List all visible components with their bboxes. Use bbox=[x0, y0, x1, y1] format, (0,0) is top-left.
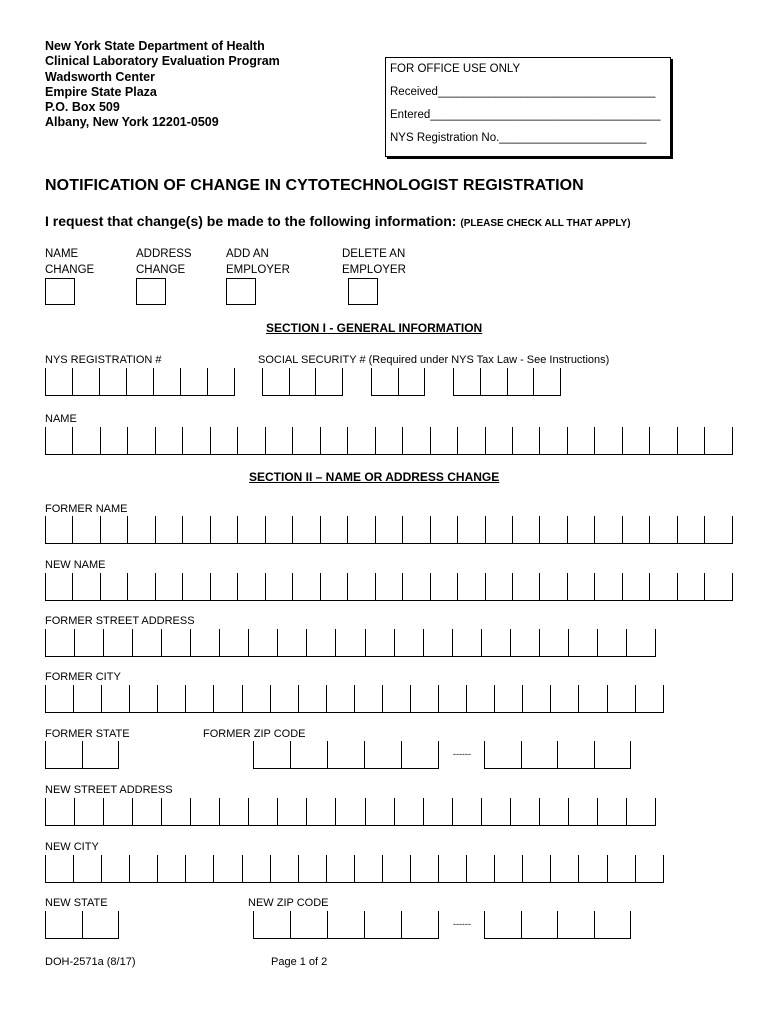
new-name-input[interactable] bbox=[45, 573, 733, 601]
agency-line: New York State Department of Health bbox=[45, 39, 265, 53]
character-cell[interactable] bbox=[540, 573, 567, 600]
new-city-input[interactable] bbox=[45, 855, 664, 883]
character-cell[interactable] bbox=[623, 516, 650, 543]
character-cell[interactable] bbox=[678, 427, 705, 454]
form-id: DOH-2571a (8/17) bbox=[45, 956, 136, 968]
character-cell[interactable] bbox=[623, 573, 650, 600]
character-cell[interactable] bbox=[73, 368, 100, 395]
character-cell[interactable] bbox=[678, 516, 705, 543]
character-cell[interactable] bbox=[183, 427, 210, 454]
character-cell[interactable] bbox=[431, 516, 458, 543]
character-cell[interactable] bbox=[403, 516, 430, 543]
character-cell[interactable] bbox=[183, 573, 210, 600]
delete-employer-checkbox[interactable] bbox=[348, 278, 378, 305]
character-cell[interactable] bbox=[133, 798, 162, 825]
character-cell[interactable] bbox=[243, 855, 271, 882]
character-cell[interactable] bbox=[598, 629, 627, 656]
character-cell[interactable] bbox=[162, 798, 191, 825]
character-cell[interactable] bbox=[376, 427, 403, 454]
former-city-label: FORMER CITY bbox=[45, 671, 121, 683]
section-2-title: SECTION II – NAME OR ADDRESS CHANGE bbox=[249, 470, 500, 484]
character-cell[interactable] bbox=[705, 573, 732, 600]
character-cell[interactable] bbox=[183, 516, 210, 543]
character-cell[interactable] bbox=[328, 911, 365, 938]
character-cell[interactable] bbox=[402, 911, 439, 938]
character-cell[interactable] bbox=[558, 741, 595, 768]
character-cell[interactable] bbox=[208, 368, 235, 395]
character-cell[interactable] bbox=[100, 368, 127, 395]
former-street-label: FORMER STREET ADDRESS bbox=[45, 615, 195, 627]
character-cell[interactable] bbox=[299, 685, 327, 712]
new-state-label: NEW STATE bbox=[45, 897, 108, 909]
character-cell[interactable] bbox=[266, 516, 293, 543]
character-cell[interactable] bbox=[46, 629, 75, 656]
character-cell[interactable] bbox=[523, 685, 551, 712]
character-cell[interactable] bbox=[650, 516, 677, 543]
character-cell[interactable] bbox=[101, 516, 128, 543]
former-city-input[interactable] bbox=[45, 685, 664, 713]
former-name-label: FORMER NAME bbox=[45, 503, 128, 515]
character-cell[interactable] bbox=[513, 427, 540, 454]
character-cell[interactable] bbox=[46, 855, 74, 882]
character-cell[interactable] bbox=[511, 629, 540, 656]
new-street-label: NEW STREET ADDRESS bbox=[45, 784, 173, 796]
character-cell[interactable] bbox=[540, 798, 569, 825]
character-cell[interactable] bbox=[154, 368, 181, 395]
character-cell[interactable] bbox=[540, 516, 567, 543]
character-cell[interactable] bbox=[128, 573, 155, 600]
character-cell[interactable] bbox=[238, 516, 265, 543]
character-cell[interactable] bbox=[365, 741, 402, 768]
option-label-line: NAME bbox=[45, 248, 79, 260]
character-cell[interactable] bbox=[181, 368, 208, 395]
character-cell[interactable] bbox=[650, 573, 677, 600]
character-cell[interactable] bbox=[46, 798, 75, 825]
character-cell[interactable] bbox=[254, 911, 291, 938]
character-cell[interactable] bbox=[336, 629, 365, 656]
character-cell[interactable] bbox=[495, 855, 523, 882]
office-use-title: FOR OFFICE USE ONLY bbox=[390, 63, 521, 75]
former-state-label: FORMER STATE bbox=[45, 728, 130, 740]
character-cell[interactable] bbox=[278, 798, 307, 825]
character-cell[interactable] bbox=[266, 427, 293, 454]
character-cell[interactable] bbox=[130, 855, 158, 882]
character-cell[interactable] bbox=[424, 798, 453, 825]
character-cell[interactable] bbox=[220, 629, 249, 656]
name-label: NAME bbox=[45, 413, 77, 425]
character-cell[interactable] bbox=[623, 427, 650, 454]
name-input[interactable] bbox=[45, 427, 733, 455]
character-cell[interactable] bbox=[366, 798, 395, 825]
agency-line: P.O. Box 509 bbox=[45, 100, 120, 115]
character-cell[interactable] bbox=[348, 573, 375, 600]
character-cell[interactable] bbox=[73, 427, 100, 454]
former-state-input[interactable] bbox=[45, 741, 119, 769]
ssn-input-part-1[interactable] bbox=[262, 368, 343, 396]
character-cell[interactable] bbox=[83, 911, 120, 938]
character-cell[interactable] bbox=[376, 516, 403, 543]
character-cell[interactable] bbox=[307, 798, 336, 825]
request-text: I request that change(s) be made to the following information: bbox=[45, 213, 457, 229]
character-cell[interactable] bbox=[328, 741, 365, 768]
character-cell[interactable] bbox=[74, 685, 102, 712]
nys-registration-input[interactable] bbox=[45, 368, 235, 396]
character-cell[interactable] bbox=[486, 427, 513, 454]
character-cell[interactable] bbox=[431, 427, 458, 454]
new-zip-input-part-2[interactable] bbox=[484, 911, 631, 939]
character-cell[interactable] bbox=[486, 516, 513, 543]
character-cell[interactable] bbox=[376, 573, 403, 600]
character-cell[interactable] bbox=[278, 629, 307, 656]
character-cell[interactable] bbox=[513, 516, 540, 543]
character-cell[interactable] bbox=[348, 516, 375, 543]
character-cell[interactable] bbox=[102, 685, 130, 712]
character-cell[interactable] bbox=[705, 427, 732, 454]
character-cell[interactable] bbox=[186, 855, 214, 882]
request-note: (PLEASE CHECK ALL THAT APPLY) bbox=[460, 218, 631, 229]
character-cell[interactable] bbox=[75, 629, 104, 656]
character-cell[interactable] bbox=[411, 685, 439, 712]
character-cell[interactable] bbox=[73, 573, 100, 600]
nys-registration-label: NYS REGISTRATION # bbox=[45, 354, 162, 366]
character-cell[interactable] bbox=[186, 685, 214, 712]
character-cell[interactable] bbox=[383, 855, 411, 882]
character-cell[interactable] bbox=[46, 573, 73, 600]
character-cell[interactable] bbox=[399, 368, 426, 395]
former-zip-input-part-2[interactable] bbox=[484, 741, 631, 769]
option-label-line: EMPLOYER bbox=[342, 263, 406, 276]
character-cell[interactable] bbox=[595, 911, 632, 938]
form-title: NOTIFICATION OF CHANGE IN CYTOTECHNOLOGIST REGISTRATION bbox=[45, 177, 584, 194]
character-cell[interactable] bbox=[348, 427, 375, 454]
character-cell[interactable] bbox=[372, 368, 399, 395]
character-cell[interactable] bbox=[627, 798, 656, 825]
character-cell[interactable] bbox=[266, 573, 293, 600]
character-cell[interactable] bbox=[156, 516, 183, 543]
character-cell[interactable] bbox=[424, 629, 453, 656]
character-cell[interactable] bbox=[636, 685, 664, 712]
option-label-line: ADD AN bbox=[226, 248, 269, 260]
character-cell[interactable] bbox=[214, 855, 242, 882]
character-cell[interactable] bbox=[128, 516, 155, 543]
character-cell[interactable] bbox=[403, 573, 430, 600]
character-cell[interactable] bbox=[211, 427, 238, 454]
character-cell[interactable] bbox=[355, 685, 383, 712]
character-cell[interactable] bbox=[254, 741, 291, 768]
ssn-input-part-2[interactable] bbox=[371, 368, 425, 396]
office-use-box bbox=[385, 57, 671, 157]
name-change-checkbox[interactable] bbox=[45, 278, 75, 305]
character-cell[interactable] bbox=[551, 855, 579, 882]
character-cell[interactable] bbox=[439, 685, 467, 712]
character-cell[interactable] bbox=[191, 629, 220, 656]
new-zip-label: NEW ZIP CODE bbox=[248, 897, 329, 909]
character-cell[interactable] bbox=[481, 368, 508, 395]
character-cell[interactable] bbox=[214, 685, 242, 712]
character-cell[interactable] bbox=[46, 741, 83, 768]
character-cell[interactable] bbox=[104, 629, 133, 656]
character-cell[interactable] bbox=[327, 685, 355, 712]
character-cell[interactable] bbox=[402, 741, 439, 768]
character-cell[interactable] bbox=[327, 855, 355, 882]
option-delete-employer-label bbox=[342, 247, 406, 278]
character-cell[interactable] bbox=[522, 741, 559, 768]
character-cell[interactable] bbox=[336, 798, 365, 825]
character-cell[interactable] bbox=[211, 516, 238, 543]
character-cell[interactable] bbox=[75, 798, 104, 825]
character-cell[interactable] bbox=[486, 573, 513, 600]
ssn-label: SOCIAL SECURITY # (Required under NYS Tax Law - See Instructions) bbox=[258, 354, 610, 366]
character-cell[interactable] bbox=[511, 798, 540, 825]
character-cell[interactable] bbox=[568, 573, 595, 600]
character-cell[interactable] bbox=[263, 368, 290, 395]
character-cell[interactable] bbox=[191, 798, 220, 825]
character-cell[interactable] bbox=[74, 855, 102, 882]
character-cell[interactable] bbox=[307, 629, 336, 656]
option-label-line: CHANGE bbox=[45, 263, 95, 276]
character-cell[interactable] bbox=[220, 798, 249, 825]
new-name-label: NEW NAME bbox=[45, 559, 106, 571]
character-cell[interactable] bbox=[482, 798, 511, 825]
character-cell[interactable] bbox=[130, 685, 158, 712]
character-cell[interactable] bbox=[291, 741, 328, 768]
option-label-line: ADDRESS bbox=[136, 248, 192, 260]
new-state-input[interactable] bbox=[45, 911, 119, 939]
character-cell[interactable] bbox=[595, 573, 622, 600]
character-cell[interactable] bbox=[293, 516, 320, 543]
character-cell[interactable] bbox=[482, 629, 511, 656]
character-cell[interactable] bbox=[101, 427, 128, 454]
character-cell[interactable] bbox=[551, 685, 579, 712]
character-cell[interactable] bbox=[598, 798, 627, 825]
zip-separator: ------ bbox=[453, 919, 471, 929]
character-cell[interactable] bbox=[158, 855, 186, 882]
ssn-input-part-3[interactable] bbox=[453, 368, 561, 396]
agency-line: Empire State Plaza bbox=[45, 84, 157, 99]
agency-address bbox=[45, 39, 280, 131]
character-cell[interactable] bbox=[355, 855, 383, 882]
character-cell[interactable] bbox=[238, 427, 265, 454]
character-cell[interactable] bbox=[485, 911, 522, 938]
character-cell[interactable] bbox=[458, 516, 485, 543]
character-cell[interactable] bbox=[678, 573, 705, 600]
agency-line: Wadsworth Center bbox=[45, 69, 155, 84]
character-cell[interactable] bbox=[271, 685, 299, 712]
address-change-checkbox[interactable] bbox=[136, 278, 166, 305]
received-field[interactable]: Received__________________________________ bbox=[390, 86, 656, 98]
former-zip-input-part-1[interactable] bbox=[253, 741, 439, 769]
character-cell[interactable] bbox=[73, 516, 100, 543]
option-label-line: CHANGE bbox=[136, 263, 186, 276]
character-cell[interactable] bbox=[249, 798, 278, 825]
request-statement bbox=[45, 213, 631, 229]
character-cell[interactable] bbox=[534, 368, 561, 395]
character-cell[interactable] bbox=[467, 685, 495, 712]
character-cell[interactable] bbox=[271, 855, 299, 882]
character-cell[interactable] bbox=[299, 855, 327, 882]
character-cell[interactable] bbox=[485, 741, 522, 768]
character-cell[interactable] bbox=[293, 573, 320, 600]
new-zip-input-part-1[interactable] bbox=[253, 911, 439, 939]
character-cell[interactable] bbox=[366, 629, 395, 656]
character-cell[interactable] bbox=[431, 573, 458, 600]
character-cell[interactable] bbox=[569, 629, 598, 656]
character-cell[interactable] bbox=[321, 573, 348, 600]
former-name-input[interactable] bbox=[45, 516, 733, 544]
character-cell[interactable] bbox=[46, 685, 74, 712]
character-cell[interactable] bbox=[458, 427, 485, 454]
character-cell[interactable] bbox=[508, 368, 535, 395]
character-cell[interactable] bbox=[705, 516, 732, 543]
character-cell[interactable] bbox=[104, 798, 133, 825]
character-cell[interactable] bbox=[540, 427, 567, 454]
character-cell[interactable] bbox=[411, 855, 439, 882]
option-label-line: EMPLOYER bbox=[226, 263, 290, 276]
character-cell[interactable] bbox=[568, 516, 595, 543]
character-cell[interactable] bbox=[467, 855, 495, 882]
registration-no-field[interactable]: NYS Registration No._______________________ bbox=[390, 132, 647, 144]
character-cell[interactable] bbox=[290, 368, 317, 395]
character-cell[interactable] bbox=[595, 741, 632, 768]
character-cell[interactable] bbox=[495, 685, 523, 712]
character-cell[interactable] bbox=[636, 855, 664, 882]
option-address-change-label bbox=[136, 247, 192, 278]
character-cell[interactable] bbox=[316, 368, 343, 395]
character-cell[interactable] bbox=[595, 427, 622, 454]
character-cell[interactable] bbox=[595, 516, 622, 543]
character-cell[interactable] bbox=[238, 573, 265, 600]
character-cell[interactable] bbox=[46, 368, 73, 395]
character-cell[interactable] bbox=[454, 368, 481, 395]
character-cell[interactable] bbox=[627, 629, 656, 656]
character-cell[interactable] bbox=[579, 855, 607, 882]
character-cell[interactable] bbox=[127, 368, 154, 395]
character-cell[interactable] bbox=[513, 573, 540, 600]
character-cell[interactable] bbox=[83, 741, 120, 768]
character-cell[interactable] bbox=[650, 427, 677, 454]
character-cell[interactable] bbox=[608, 855, 636, 882]
character-cell[interactable] bbox=[453, 798, 482, 825]
character-cell[interactable] bbox=[558, 911, 595, 938]
character-cell[interactable] bbox=[458, 573, 485, 600]
character-cell[interactable] bbox=[128, 427, 155, 454]
character-cell[interactable] bbox=[568, 427, 595, 454]
character-cell[interactable] bbox=[156, 427, 183, 454]
character-cell[interactable] bbox=[133, 629, 162, 656]
new-street-input[interactable] bbox=[45, 798, 656, 826]
character-cell[interactable] bbox=[243, 685, 271, 712]
former-street-input[interactable] bbox=[45, 629, 656, 657]
agency-line: Albany, New York 12201-0509 bbox=[45, 115, 219, 130]
character-cell[interactable] bbox=[522, 911, 559, 938]
character-cell[interactable] bbox=[321, 516, 348, 543]
character-cell[interactable] bbox=[403, 427, 430, 454]
character-cell[interactable] bbox=[579, 685, 607, 712]
character-cell[interactable] bbox=[365, 911, 402, 938]
character-cell[interactable] bbox=[46, 911, 83, 938]
character-cell[interactable] bbox=[291, 911, 328, 938]
character-cell[interactable] bbox=[523, 855, 551, 882]
character-cell[interactable] bbox=[608, 685, 636, 712]
page-number: Page 1 of 2 bbox=[271, 956, 328, 968]
character-cell[interactable] bbox=[156, 573, 183, 600]
character-cell[interactable] bbox=[249, 629, 278, 656]
option-add-employer-label bbox=[226, 247, 290, 278]
character-cell[interactable] bbox=[46, 427, 73, 454]
character-cell[interactable] bbox=[395, 798, 424, 825]
option-label-line: DELETE AN bbox=[342, 248, 406, 260]
character-cell[interactable] bbox=[211, 573, 238, 600]
character-cell[interactable] bbox=[383, 685, 411, 712]
new-city-label: NEW CITY bbox=[45, 841, 99, 853]
character-cell[interactable] bbox=[102, 855, 130, 882]
zip-separator: ------ bbox=[453, 749, 471, 759]
character-cell[interactable] bbox=[158, 685, 186, 712]
option-name-change-label bbox=[45, 247, 94, 278]
section-1-title: SECTION I - GENERAL INFORMATION bbox=[266, 321, 483, 335]
character-cell[interactable] bbox=[395, 629, 424, 656]
character-cell[interactable] bbox=[162, 629, 191, 656]
former-zip-label: FORMER ZIP CODE bbox=[203, 728, 306, 740]
character-cell[interactable] bbox=[569, 798, 598, 825]
agency-line: Clinical Laboratory Evaluation Program bbox=[45, 54, 280, 69]
character-cell[interactable] bbox=[439, 855, 467, 882]
character-cell[interactable] bbox=[540, 629, 569, 656]
character-cell[interactable] bbox=[453, 629, 482, 656]
character-cell[interactable] bbox=[321, 427, 348, 454]
entered-field[interactable]: Entered____________________________________ bbox=[390, 109, 661, 121]
character-cell[interactable] bbox=[101, 573, 128, 600]
add-employer-checkbox[interactable] bbox=[226, 278, 256, 305]
character-cell[interactable] bbox=[46, 516, 73, 543]
character-cell[interactable] bbox=[293, 427, 320, 454]
